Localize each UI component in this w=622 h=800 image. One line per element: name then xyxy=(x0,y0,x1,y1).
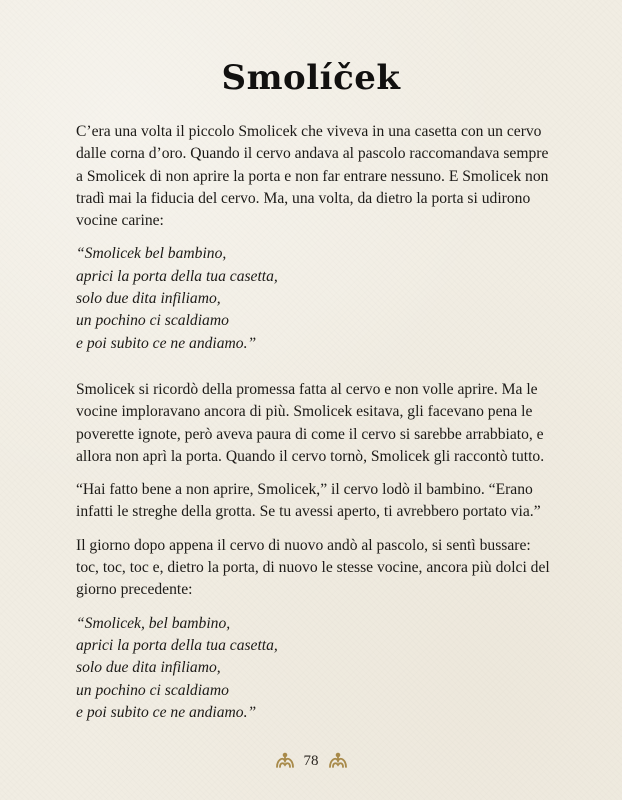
story-paragraph-4: Il giorno dopo appena il cervo di nuovo andò al pascolo, si sentì bussare: toc, toc, toc e, dietro la porta, di nuovo le stesse vocine, ancora più dolci del giorno precedente: xyxy=(76,536,550,599)
poem-line: solo due dita infiliamo, xyxy=(76,659,221,677)
poem-verse-1 xyxy=(76,243,556,354)
page-number: 78 xyxy=(303,752,319,769)
flourish-right-icon xyxy=(327,752,349,770)
poem-line: solo due dita infiliamo, xyxy=(76,290,221,308)
poem-line: un pochino ci scaldiamo xyxy=(76,681,229,699)
story-paragraph-3: “Hai fatto bene a non aprire, Smolicek,” il cervo lodò il bambino. “Erano infatti le streghe della grotta. Se tu avessi aperto, ti avrebbero portato via.” xyxy=(76,481,541,521)
story-body xyxy=(76,121,556,735)
poem-line: “Smolicek bel bambino, xyxy=(76,245,227,263)
poem-verse-2 xyxy=(76,613,556,724)
poem-line: e poi subito ce ne andiamo.” xyxy=(76,703,257,721)
spacer xyxy=(76,366,556,379)
page-footer xyxy=(0,752,622,770)
poem-line: aprici la porta della tua casetta, xyxy=(76,267,278,285)
story-paragraph-2: Smolicek si ricordò della promessa fatta al cervo e non volle aprire. Ma le vocine imploravano ancora di più. Smolicek esitava, gli facevano pena le poverette ignote, però aveva paura di come il cervo si sarebbe arrabbiato, e allora non aprì la porta. Quando il cervo tornò, Smolicek gli raccontò tutto. xyxy=(76,380,545,465)
poem-line: “Smolicek, bel bambino, xyxy=(76,614,231,632)
flourish-left-icon xyxy=(274,752,296,770)
poem-line: un pochino ci scaldiamo xyxy=(76,312,229,330)
poem-line: aprici la porta della tua casetta, xyxy=(76,636,278,654)
story-paragraph-1: C’era una volta il piccolo Smolicek che viveva in una casetta con un cervo dalle corna d’oro. Quando il cervo andava al pascolo raccomandava sempre a Smolicek di non aprire la porta e non far entrare nessuno. E Smolicek non tradì mai la fiducia del cervo. Ma, una volta, da dietro la porta si udirono vocine carine: xyxy=(76,123,549,230)
page-title: Smolíček xyxy=(221,58,401,98)
poem-line: e poi subito ce ne andiamo.” xyxy=(76,334,257,352)
